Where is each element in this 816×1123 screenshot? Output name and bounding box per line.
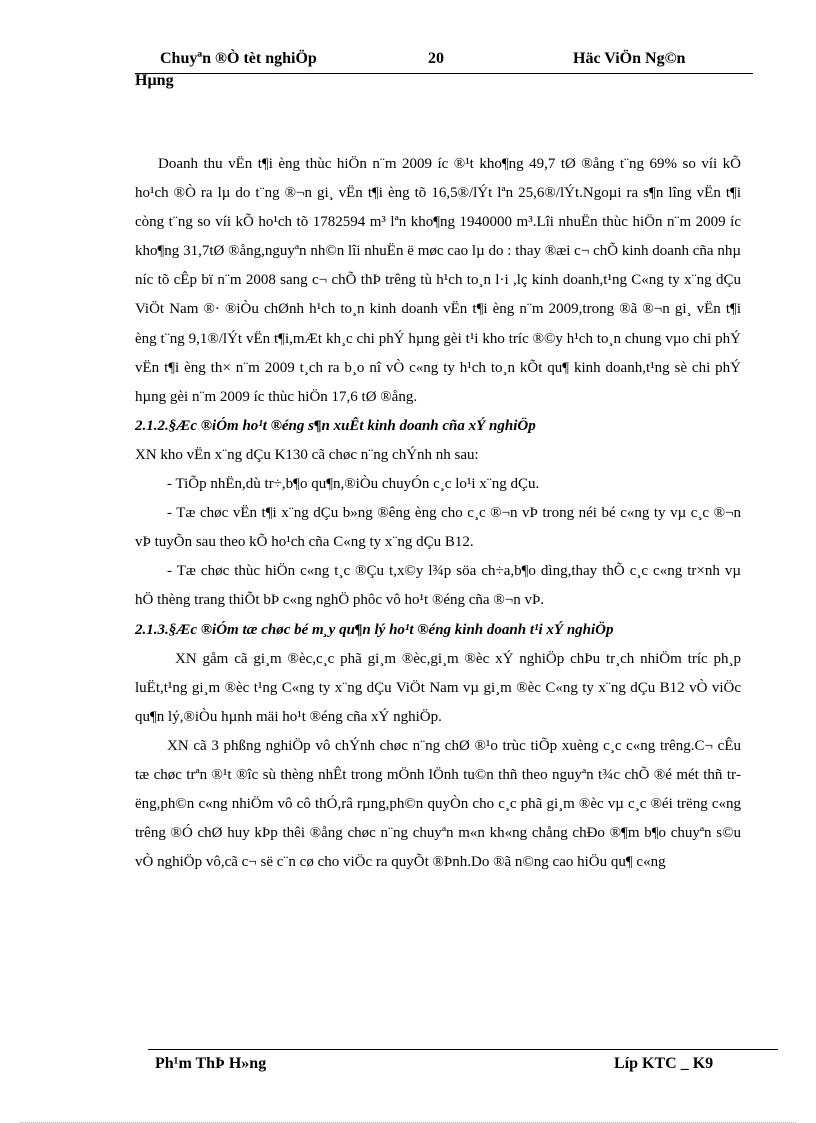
footer-rule	[148, 1049, 778, 1050]
body-paragraph: - TiÕp nhËn,dù tr÷,b¶o qu¶n,®iÒu chuyÓn c¸c lo¹i x¨ng dÇu.	[167, 476, 540, 493]
footer-class: Líp KTC _ K9	[614, 1055, 714, 1072]
body-paragraph: - Tæ chøc vËn t¶i x¨ng dÇu b»ng ®êng èng cho c¸c ®¬n vÞ trong néi bé c«ng ty vµ c¸c ®¬n vÞ tuyÕn sau theo kÕ ho¹ch cña C«ng ty x¨ng dÇu B12.	[135, 505, 741, 551]
header-rule	[135, 73, 753, 74]
document-body	[135, 150, 741, 877]
body-paragraph: XN gåm cã gi¸m ®èc,c¸c phã gi¸m ®èc,gi¸m ®èc xÝ nghiÖp chÞu tr¸ch nhiÖm tríc ph¸p luËt,t¹ng gi¸m ®èc t¹ng C«ng ty x¨ng dÇu ViÖt Nam vµ gi¸m ®èc C«ng ty x¨ng dÇu B12 vÒ viÖc qu¶n lý,®iÒu hµnh mäi ho¹t ®éng cña xÝ nghiÖp.	[135, 650, 741, 725]
footer-author: Ph¹m ThÞ H»ng	[155, 1055, 267, 1072]
header-institution-continued: Hµng	[135, 72, 174, 89]
body-paragraph: XN kho vËn x¨ng dÇu K130 cã chøc n¨ng chÝnh nh sau:	[135, 446, 479, 463]
header-institution: Häc ViÖn Ng©n	[573, 50, 686, 67]
section-heading: 2.1.3.§Æc ®iÓm tæ chøc bé m¸y qu¶n lý ho¹t ®éng kinh doanh t¹i xÝ nghiÖp	[135, 621, 614, 638]
section-heading: 2.1.2.§Æc ®iÓm ho¹t ®éng s¶n xuÊt kinh doanh cña xÝ nghiÖp	[135, 417, 536, 434]
body-paragraph: - Tæ chøc thùc hiÖn c«ng t¸c ®Çu t,x©y l¾p söa ch÷a,b¶o dìng,thay thÕ c¸c c«ng tr×nh vµ hÖ thèng trang thiÕt bÞ c«ng nghÖ phôc vô ho¹t ®éng cña ®¬n vÞ.	[135, 563, 741, 609]
body-paragraph: Doanh thu vËn t¶i èng thùc hiÖn n¨m 2009 íc ®¹t kho¶ng 49,7 tØ ®ång t¨ng 69% so víi kÕ ho¹ch ®Ò ra lµ do t¨ng ®¬n gi¸ vËn t¶i èng tõ 16,5®/lÝt lªn 25,6®/lÝt.Ngoµi ra s¶n lîng vËn t¶i còng t¨ng so víi kÕ ho¹ch tõ 1782594 m³ lªn kho¶ng 1940000 m³.Lîi nhuËn thùc hiÖn n¨m 2009 íc kho¶ng 31,7tØ ®ång,nguyªn nh©n lîi nhuËn ë møc cao lµ do : thay ®æi c¬ chÕ kinh doanh cña nhµ níc tõ cÊp bï n¨m 2008 sang c¬ chÕ thÞ trêng tù h¹ch to¸n l·i ,lç kinh doanh,t¹ng C«ng ty x¨ng dÇu ViÖt Nam ®· ®iÒu chØnh h¹ch to¸n kinh doanh vËn t¶i èng n¨m 2009,trong ®ã ®¬n gi¸ vËn t¶i èng t¨ng 9,1®/lÝt vËn t¶i,mÆt kh¸c chi phÝ hµng gèi t¹i kho tríc ®©y h¹ch to¸n chung vµo chi phÝ vËn t¶i èng th× n¨m 2009 t¸ch ra b¸o nî vÒ c«ng ty h¹ch to¸n kÕt qu¶ kinh doanh,t¹ng sè chi phÝ hµng gèi n¨m 2009 íc thùc hiÖn 17,6 tØ ®ång.	[135, 156, 741, 405]
header-title: Chuyªn ®Ò tèt nghiÖp	[160, 50, 317, 67]
body-paragraph: XN cã 3 phßng nghiÖp vô chÝnh chøc n¨ng chØ ®¹o trùc tiÕp xuèng c¸c c«ng trêng.C¬ cÊu tæ chøc trªn ®¹t ®îc sù thèng nhÊt trong mÖnh lÖnh tu©n thñ theo nguyªn t¾c chÕ ®é mét thñ trëng,ph©n c«ng nhiÖm vô cô thÓ,râ rµng,ph©n quyÒn cho c¸c phã gi¸m ®èc vµ c¸c ®éi trëng c«ng trêng ®Ó chØ huy kÞp thêi ®ång chøc n¨ng chuyªn m«n kh«ng chång chÐo ®¶m b¶o chuyªn s©u vÒ nghiÖp vô,cã c¬ së c¨n cø cho viÖc ra quyÕt ®Þnh.Do ®ã n©ng cao hiÖu qu¶ c«ng	[135, 737, 741, 871]
page-number: 20	[428, 50, 444, 67]
